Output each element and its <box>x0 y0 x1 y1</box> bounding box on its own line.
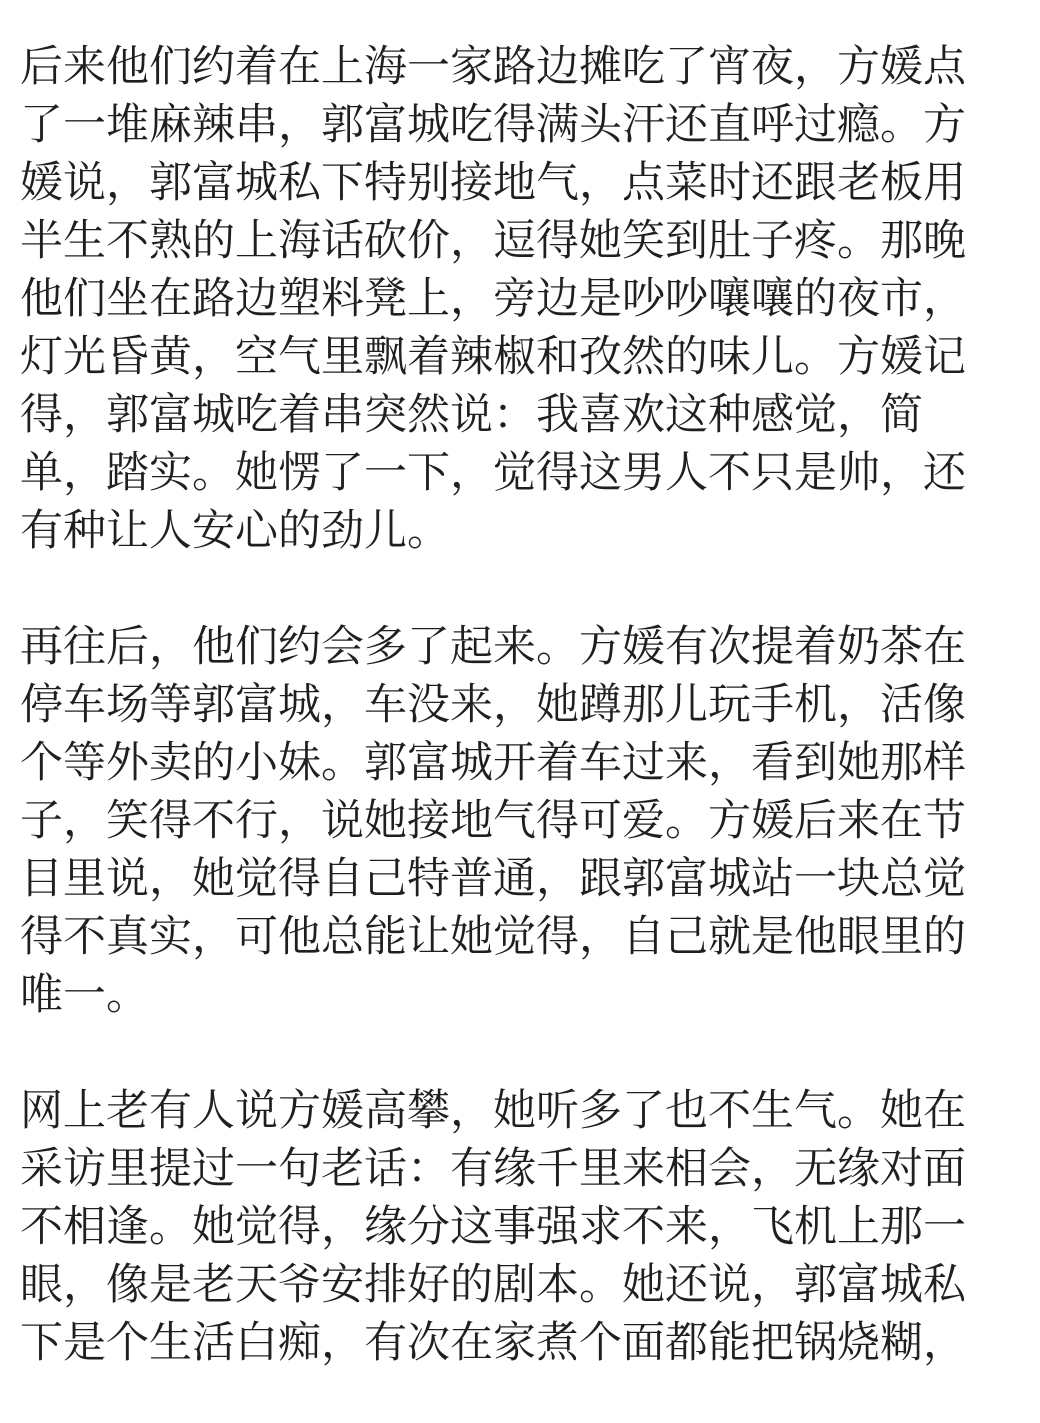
text-line: 他们坐在路边塑料凳上，旁边是吵吵嚷嚷的夜市， <box>20 274 966 324</box>
text-line: 得，郭富城吃着串突然说：我喜欢这种感觉，简 <box>20 390 923 440</box>
text-line: 有种让人安心的劲儿。 <box>20 506 450 556</box>
paragraph-gap <box>20 1024 1020 1082</box>
text-line: 网上老有人说方媛高攀，她听多了也不生气。她在 <box>20 1086 966 1136</box>
text-line: 不相逢。她觉得，缘分这事强求不来，飞机上那一 <box>20 1202 966 1252</box>
paragraph-2 <box>20 618 1020 1024</box>
text-line: 眼，像是老天爷安排好的剧本。她还说，郭富城私 <box>20 1260 966 1310</box>
text-line: 停车场等郭富城，车没来，她蹲那儿玩手机，活像 <box>20 680 966 730</box>
paragraph-3 <box>20 1082 1020 1372</box>
text-line: 后来他们约着在上海一家路边摊吃了宵夜，方媛点 <box>20 42 966 92</box>
text-line: 子，笑得不行，说她接地气得可爱。方媛后来在节 <box>20 796 966 846</box>
text-line: 得不真实，可他总能让她觉得，自己就是他眼里的 <box>20 912 966 962</box>
text-line: 单，踏实。她愣了一下，觉得这男人不只是帅，还 <box>20 448 966 498</box>
text-line: 目里说，她觉得自己特普通，跟郭富城站一块总觉 <box>20 854 966 904</box>
text-line: 灯光昏黄，空气里飘着辣椒和孜然的味儿。方媛记 <box>20 332 966 382</box>
text-line: 下是个生活白痴，有次在家煮个面都能把锅烧糊， <box>20 1318 966 1368</box>
text-line: 了一堆麻辣串，郭富城吃得满头汗还直呼过瘾。方 <box>20 100 966 150</box>
text-line: 半生不熟的上海话砍价，逗得她笑到肚子疼。那晚 <box>20 216 966 266</box>
article-body <box>20 38 1020 1372</box>
text-line: 采访里提过一句老话：有缘千里来相会，无缘对面 <box>20 1144 966 1194</box>
text-line: 媛说，郭富城私下特别接地气，点菜时还跟老板用 <box>20 158 966 208</box>
paragraph-1 <box>20 38 1020 560</box>
text-line: 再往后，他们约会多了起来。方媛有次提着奶茶在 <box>20 622 966 672</box>
text-line: 唯一。 <box>20 970 149 1020</box>
text-line: 个等外卖的小妹。郭富城开着车过来，看到她那样 <box>20 738 966 788</box>
paragraph-gap <box>20 560 1020 618</box>
